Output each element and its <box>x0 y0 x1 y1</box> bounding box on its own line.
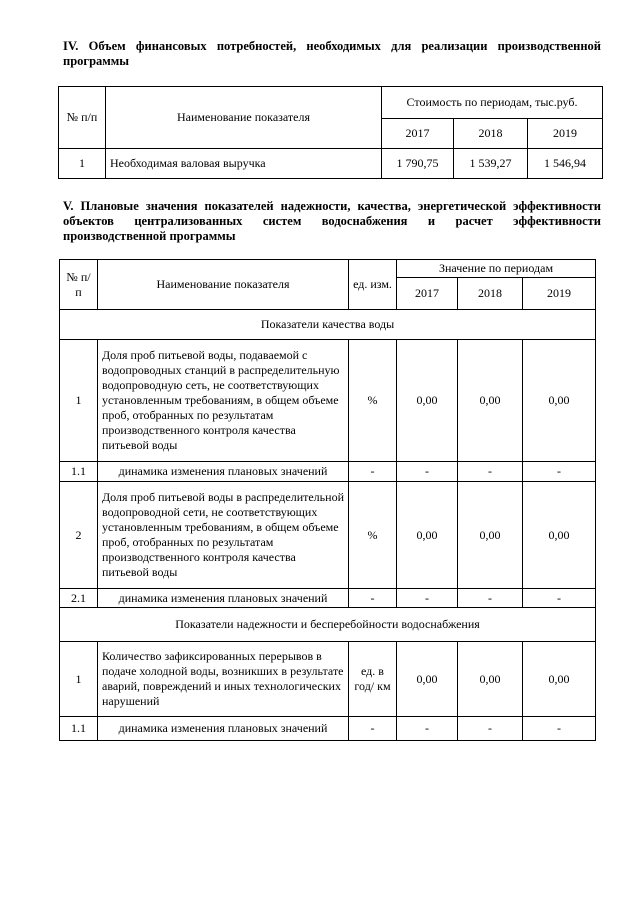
row-number: 1.1 <box>60 717 98 741</box>
row-value: - <box>523 462 596 482</box>
row-value: 1 790,75 <box>382 149 454 179</box>
row-value: 0,00 <box>397 340 458 462</box>
row-unit: % <box>349 340 397 462</box>
row-value: 0,00 <box>397 482 458 589</box>
row-value: - <box>458 462 523 482</box>
row-number: 1.1 <box>60 462 98 482</box>
row-value: 0,00 <box>458 642 523 717</box>
row-unit: - <box>349 589 397 608</box>
table-row <box>59 149 603 179</box>
row-value: 0,00 <box>397 642 458 717</box>
table-row <box>60 462 596 482</box>
row-indicator: Доля проб питьевой воды в распределительной водопроводной сети, не соответствующих установленным требованиям, в общем объеме проб, отобранных по результатам производственного контроля качества питьевой воды <box>98 482 349 589</box>
table-row <box>60 589 596 608</box>
row-value: 0,00 <box>523 340 596 462</box>
row-unit: - <box>349 462 397 482</box>
row-unit: % <box>349 482 397 589</box>
row-value: - <box>458 589 523 608</box>
section-5-heading: V. Плановые значения показателей надежности, качества, энергетической эффективности объектов централизованных систем водоснабжения и расчет эффективности производственной программы <box>63 199 601 243</box>
row-value: - <box>458 717 523 741</box>
row-number: 2.1 <box>60 589 98 608</box>
row-value: - <box>523 589 596 608</box>
col-header-periods: Значение по периодам <box>397 260 596 278</box>
col-header-number: № п/п <box>60 260 98 310</box>
row-number: 1 <box>59 149 106 179</box>
row-number: 1 <box>60 642 98 717</box>
row-value: 1 546,94 <box>528 149 603 179</box>
section-4-heading: IV. Объем финансовых потребностей, необходимых для реализации производственной программы <box>63 39 601 68</box>
row-unit: ед. в год/ км <box>349 642 397 717</box>
row-value: 0,00 <box>458 340 523 462</box>
financial-needs-table <box>58 86 603 179</box>
row-value: - <box>397 717 458 741</box>
row-unit: - <box>349 717 397 741</box>
col-header-year: 2017 <box>382 119 454 149</box>
row-indicator: Доля проб питьевой воды, подаваемой с водопроводных станций в распределительную водопроводную сеть, не соответствующих установленным требованиям, в общем объеме проб, отобранных по результатам производственного контроля качества питьевой воды <box>98 340 349 462</box>
row-indicator: Необходимая валовая выручка <box>106 149 382 179</box>
col-header-year: 2019 <box>523 278 596 310</box>
row-value: 0,00 <box>458 482 523 589</box>
row-number: 1 <box>60 340 98 462</box>
col-header-indicator: Наименование показателя <box>106 87 382 149</box>
col-header-unit: ед. изм. <box>349 260 397 310</box>
row-value: - <box>397 589 458 608</box>
group-header: Показатели качества воды <box>60 310 596 340</box>
col-header-indicator: Наименование показателя <box>98 260 349 310</box>
table-row <box>60 642 596 717</box>
row-value: 0,00 <box>523 642 596 717</box>
col-header-number: № п/п <box>59 87 106 149</box>
row-indicator: динамика изменения плановых значений <box>98 717 349 741</box>
indicators-table <box>59 259 596 741</box>
row-indicator: динамика изменения плановых значений <box>98 589 349 608</box>
row-value: 1 539,27 <box>454 149 528 179</box>
col-header-cost: Стоимость по периодам, тыс.руб. <box>382 87 603 119</box>
table-row <box>60 717 596 741</box>
col-header-year: 2017 <box>397 278 458 310</box>
group-header: Показатели надежности и бесперебойности водоснабжения <box>60 608 596 642</box>
table-row <box>60 482 596 589</box>
row-value: - <box>397 462 458 482</box>
row-indicator: динамика изменения плановых значений <box>98 462 349 482</box>
table-row <box>60 340 596 462</box>
row-number: 2 <box>60 482 98 589</box>
col-header-year: 2018 <box>454 119 528 149</box>
row-indicator: Количество зафиксированных перерывов в подаче холодной воды, возникших в результате аварий, повреждений и иных технологических нарушений <box>98 642 349 717</box>
col-header-year: 2019 <box>528 119 603 149</box>
row-value: - <box>523 717 596 741</box>
row-value: 0,00 <box>523 482 596 589</box>
col-header-year: 2018 <box>458 278 523 310</box>
